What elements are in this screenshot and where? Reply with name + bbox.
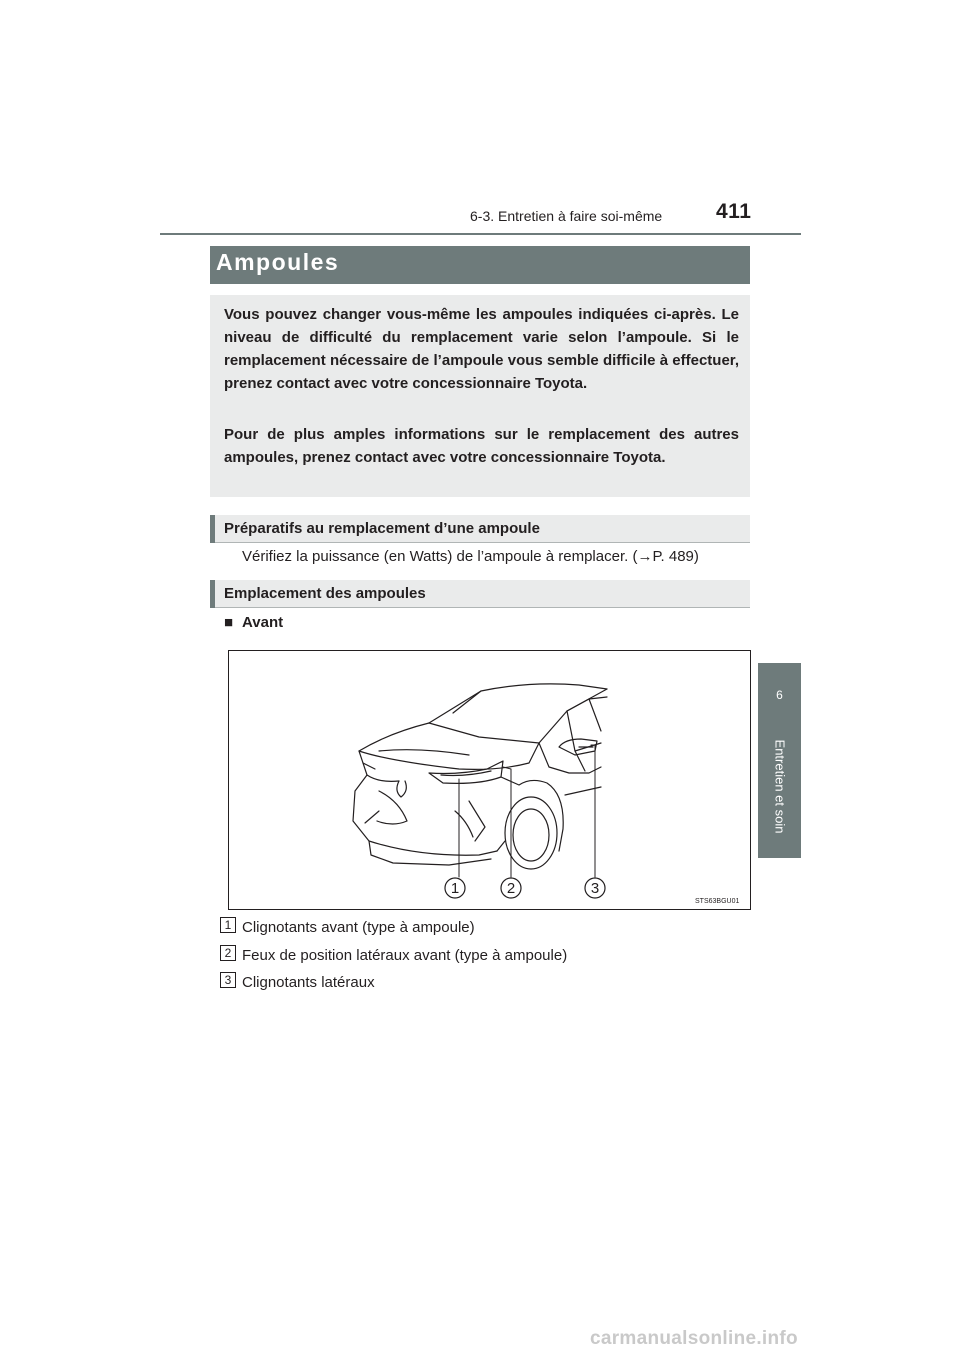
- figure-code: STS63BGU01: [695, 898, 740, 905]
- header-rule: [160, 233, 801, 235]
- chapter-title-vertical: [758, 707, 801, 852]
- chapter-title: Entretien et soin: [772, 739, 787, 834]
- chapter-number: 6: [776, 688, 783, 702]
- legend-text-3: Clignotants latéraux: [242, 974, 375, 991]
- section-heading-2: Emplacement des ampoules: [224, 585, 426, 602]
- legend-text-1: Clignotants avant (type à ampoule): [242, 919, 475, 936]
- section-heading-accent-1: [210, 515, 215, 543]
- subheading-avant: Avant: [242, 614, 284, 631]
- running-header-section: 6-3. Entretien à faire soi-même: [470, 208, 663, 224]
- car-front-figure: [228, 650, 751, 910]
- page-title: Ampoules: [216, 249, 340, 275]
- callout-label-1: 1: [450, 880, 460, 897]
- watermark: carmanualsonline.info: [590, 1328, 798, 1349]
- callout-label-3: 3: [590, 880, 600, 897]
- legend-num-1: 1: [220, 917, 236, 933]
- section-heading-accent-2: [210, 580, 215, 608]
- legend-text-2: Feux de position latéraux avant (type à ampoule): [242, 947, 568, 964]
- section1-text: Vérifiez la puissance (en Watts) de l’ampoule à remplacer. (→P. 489): [242, 548, 699, 565]
- intro-paragraph-1: Vous pouvez changer vous-même les ampoules indiquées ci-après. Le niveau de difficulté du remplacement varie selon l’ampoule. Si le remplacement nécessaire de l’ampoule vous semble difficile à effectuer, prenez contact avec votre concessionnaire Toyota.: [224, 306, 739, 392]
- car-illustration: [229, 651, 750, 909]
- legend-num-3: 3: [220, 972, 236, 988]
- legend-num-2: 2: [220, 945, 236, 961]
- subheading-square-marker: ■: [224, 614, 234, 631]
- page-number: 411: [716, 200, 752, 223]
- section-heading-1: Préparatifs au remplacement d’une ampoule: [224, 520, 540, 537]
- intro-paragraph-2: Pour de plus amples informations sur le remplacement des autres ampoules, prenez contact avec votre concessionnaire Toyota.: [224, 426, 739, 466]
- callout-label-2: 2: [506, 880, 516, 897]
